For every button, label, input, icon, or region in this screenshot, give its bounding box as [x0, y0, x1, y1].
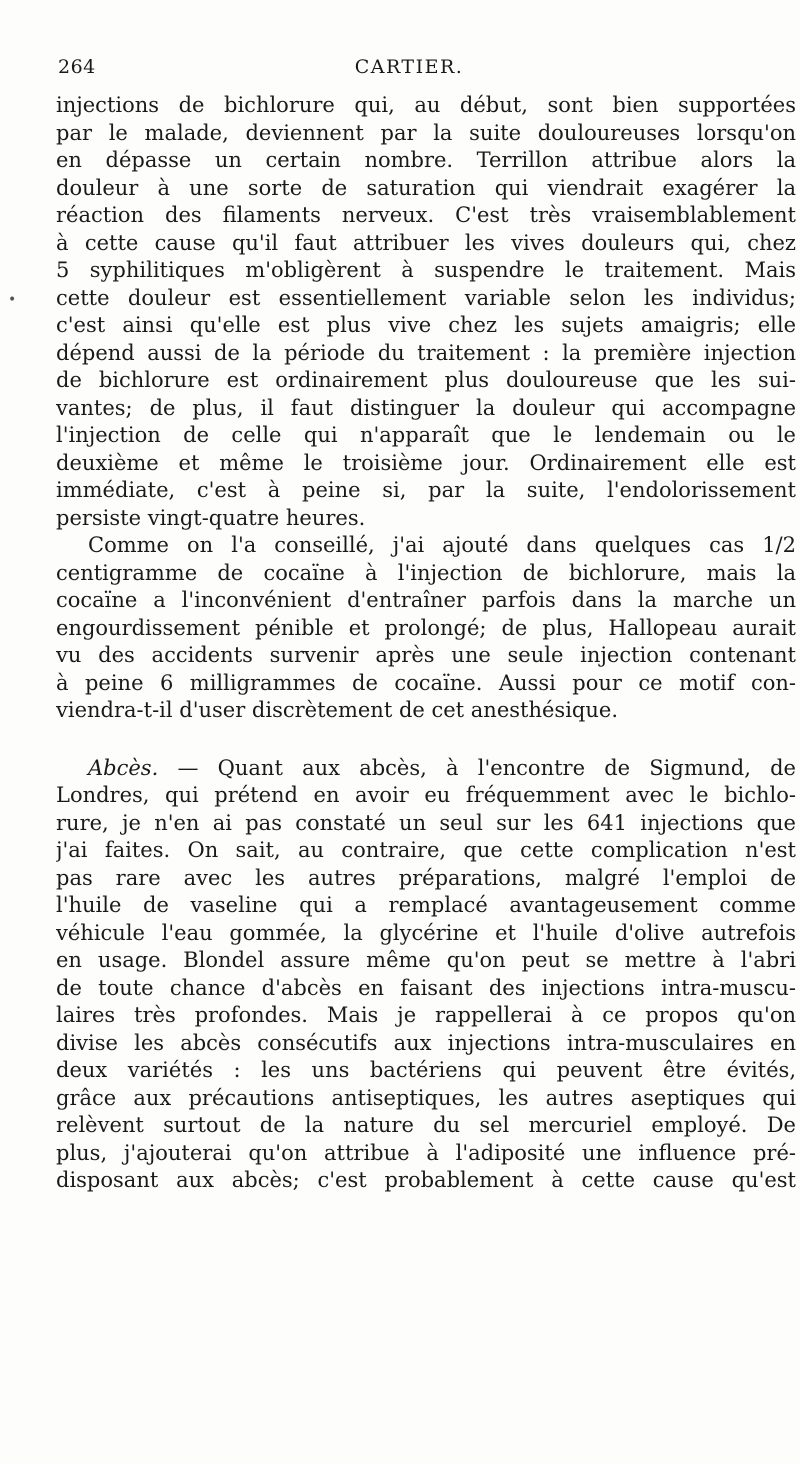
text-line: disposant aux abcès; c'est probablement à cette cause qu'est — [56, 1168, 796, 1192]
text-line: deux variétés : les uns bactériens qui peuvent être évités, — [56, 1058, 796, 1082]
body-text — [56, 92, 796, 1195]
text-line: vantes; de plus, il faut distinguer la douleur qui accompagne — [56, 395, 796, 420]
text-line: en dépasse un certain nombre. Terrillon attribue alors la — [56, 148, 796, 172]
text-line: réaction des filaments nerveux. C'est très vraisemblablement — [56, 203, 796, 227]
text-line: de bichlorure est ordinairement plus douloureuse que les sui- — [56, 368, 796, 392]
text-line: à peine 6 milligrammes de cocaïne. Aussi pour ce motif con- — [56, 670, 796, 695]
paragraph-terrillon — [56, 92, 796, 532]
text-line-first — [56, 755, 796, 783]
text-line: centigramme de cocaïne à l'injection de bichlorure, mais la — [56, 560, 796, 585]
text-line: grâce aux précautions antiseptiques, les autres aseptiques qui — [56, 1085, 796, 1110]
text-line: engourdissement pénible et prolongé; de plus, Hallopeau aurait — [56, 615, 796, 640]
text-line: pas rare avec les autres préparations, malgré l'emploi de — [56, 865, 796, 890]
section-heading-abces: Abcès. — [88, 755, 159, 780]
text-line: c'est ainsi qu'elle est plus vive chez les sujets amaigris; elle — [56, 313, 796, 337]
text-fragment: — Quant aux abcès, à l'encontre de Sigmund, de — [177, 755, 796, 780]
paragraph-cocaine — [56, 532, 796, 725]
text-line: Comme on l'a conseillé, j'ai ajouté dans quelques cas 1/2 — [88, 533, 796, 557]
text-line: vu des accidents survenir après une seule injection contenant — [56, 643, 796, 667]
page-number: 264 — [58, 56, 96, 78]
text-line: deuxième et même le troisième jour. Ordinairement elle est — [56, 450, 796, 475]
text-line: viendra-t-il d'user discrètement de cet anesthésique. — [56, 698, 618, 722]
text-line: cette douleur est essentiellement variable selon les individus; — [56, 285, 796, 310]
paragraph-abces — [56, 755, 796, 1195]
text-line: en usage. Blondel assure même qu'on peut se mettre à l'abri — [56, 948, 796, 972]
text-line: dépend aussi de la période du traitement : la première injection — [56, 340, 796, 365]
text-line: laires très profondes. Mais je rappellerai à ce propos qu'on — [56, 1003, 796, 1027]
text-line: l'injection de celle qui n'apparaît que le lendemain ou le — [56, 423, 796, 447]
text-line: douleur à une sorte de saturation qui viendrait exagérer la — [56, 175, 796, 200]
text-line: divise les abcès consécutifs aux injections intra-musculaires en — [56, 1030, 796, 1055]
running-head: CARTIER. — [354, 56, 464, 78]
text-line: injections de bichlorure qui, au début, sont bien supportées — [56, 93, 796, 117]
margin-mark: • — [8, 292, 17, 308]
text-line: 5 syphilitiques m'obligèrent à suspendre le traitement. Mais — [56, 258, 796, 282]
text-line: de toute chance d'abcès en faisant des injections intra-muscu- — [56, 975, 796, 1000]
text-line: Londres, qui prétend en avoir eu fréquemment avec le bichlo- — [56, 783, 796, 807]
text-line: l'huile de vaseline qui a remplacé avantageusement comme — [56, 893, 796, 917]
text-line: par le malade, deviennent par la suite douloureuses lorsqu'on — [56, 120, 796, 145]
page-header — [58, 56, 760, 80]
text-line: véhicule l'eau gommée, la glycérine et l'huile d'olive autrefois — [56, 920, 796, 945]
text-line: cocaïne a l'inconvénient d'entraîner parfois dans la marche un — [56, 588, 796, 612]
text-line: plus, j'ajouterai qu'on attribue à l'adiposité une influence pré- — [56, 1140, 796, 1165]
text-line: j'ai faites. On sait, au contraire, que cette complication n'est — [56, 838, 796, 862]
text-line: à cette cause qu'il faut attribuer les vives douleurs qui, chez — [56, 230, 796, 255]
text-line: immédiate, c'est à peine si, par la suite, l'endolorissement — [56, 478, 796, 502]
text-line: relèvent surtout de la nature du sel mercuriel employé. De — [56, 1113, 796, 1137]
text-line: rure, je n'en ai pas constaté un seul sur les 641 injections que — [56, 810, 796, 835]
text-line: persiste vingt-quatre heures. — [56, 505, 366, 530]
